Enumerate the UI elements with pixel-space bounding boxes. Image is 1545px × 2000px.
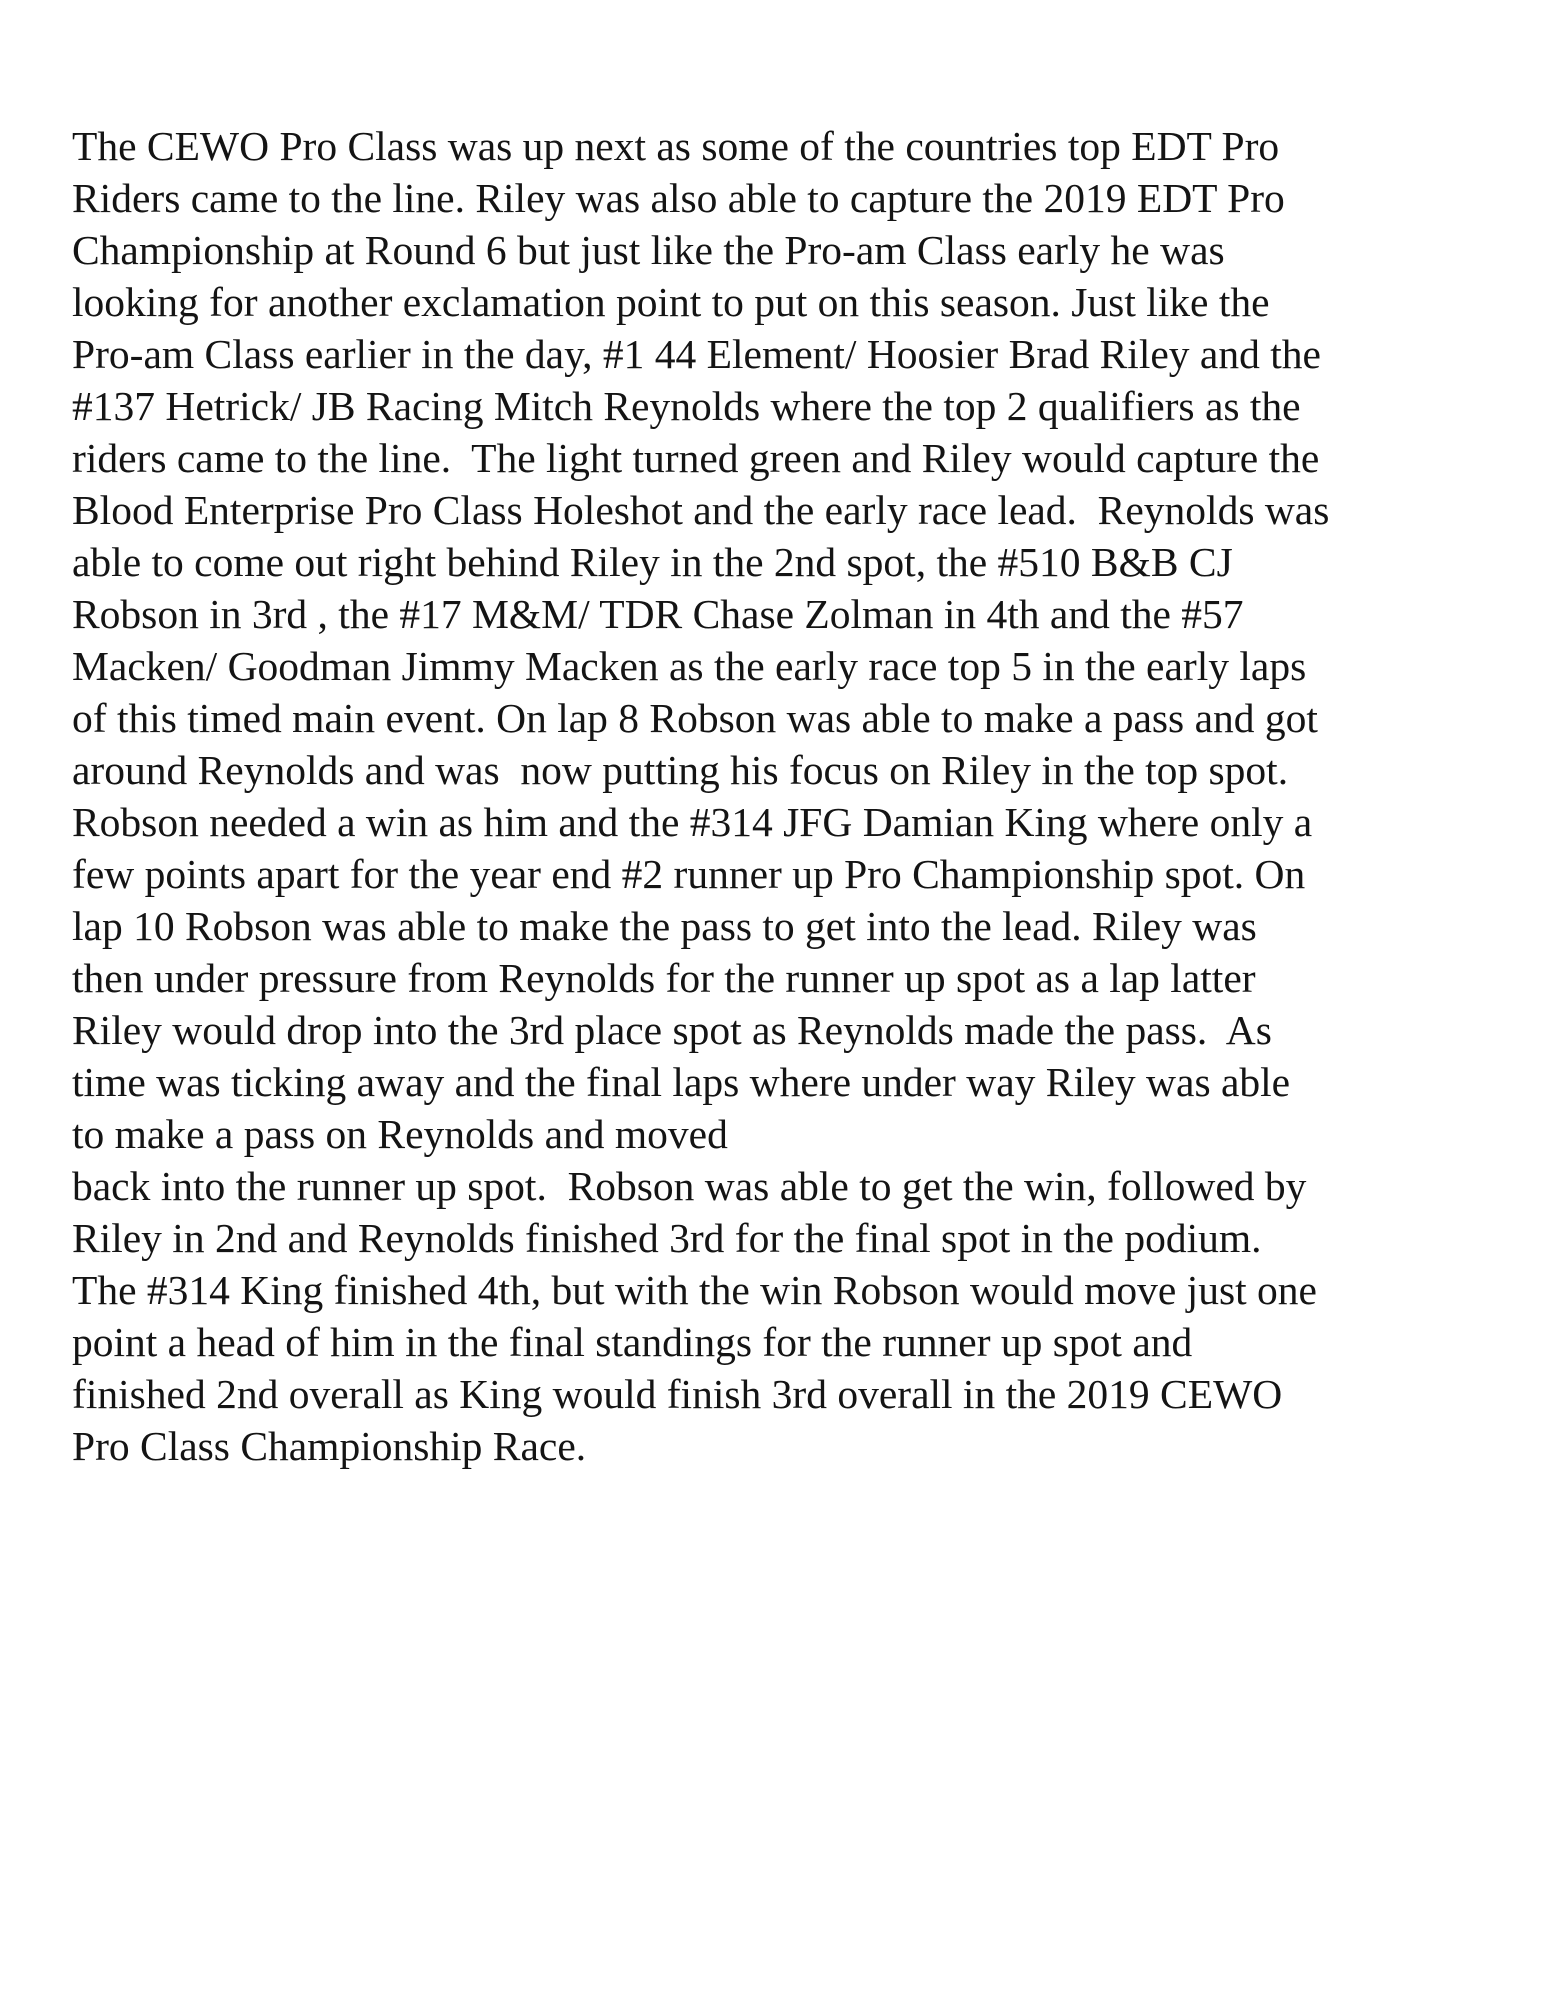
text-line: time was ticking away and the final laps where under way Riley was able [72,1059,1291,1105]
text-line: Robson in 3rd , the #17 M&M/ TDR Chase Zolman in 4th and the #57 [72,591,1244,637]
text-line: Riley in 2nd and Reynolds finished 3rd for the final spot in the podium. [72,1215,1262,1261]
text-line: then under pressure from Reynolds for the runner up spot as a lap latter [72,955,1256,1001]
text-line: finished 2nd overall as King would finish 3rd overall in the 2019 CEWO [72,1371,1283,1417]
article-body [72,120,1492,1472]
text-line: looking for another exclamation point to put on this season. Just like the [72,279,1270,325]
text-line: of this timed main event. On lap 8 Robson was able to make a pass and got [72,695,1318,741]
text-line: few points apart for the year end #2 runner up Pro Championship spot. On [72,851,1306,897]
text-line: The CEWO Pro Class was up next as some of the countries top EDT Pro [72,123,1280,169]
text-line: around Reynolds and was now putting his focus on Riley in the top spot. [72,747,1289,793]
text-line: to make a pass on Reynolds and moved [72,1111,728,1157]
text-line: Riders came to the line. Riley was also able to capture the 2019 EDT Pro [72,175,1285,221]
text-line: The #314 King finished 4th, but with the win Robson would move just one [72,1267,1317,1313]
text-line: Macken/ Goodman Jimmy Macken as the early race top 5 in the early laps [72,643,1307,689]
text-line: Riley would drop into the 3rd place spot as Reynolds made the pass. As [72,1007,1272,1053]
text-line: back into the runner up spot. Robson was able to get the win, followed by [72,1163,1307,1209]
text-line: Blood Enterprise Pro Class Holeshot and the early race lead. Reynolds was [72,487,1330,533]
text-line: Robson needed a win as him and the #314 JFG Damian King where only a [72,799,1313,845]
text-line: point a head of him in the final standings for the runner up spot and [72,1319,1193,1365]
text-line: able to come out right behind Riley in the 2nd spot, the #510 B&B CJ [72,539,1233,585]
text-line: Pro Class Championship Race. [72,1423,587,1469]
text-line: #137 Hetrick/ JB Racing Mitch Reynolds where the top 2 qualifiers as the [72,383,1301,429]
text-line: riders came to the line. The light turned green and Riley would capture the [72,435,1320,481]
text-line: Pro-am Class earlier in the day, #1 44 Element/ Hoosier Brad Riley and the [72,331,1321,377]
text-line: lap 10 Robson was able to make the pass to get into the lead. Riley was [72,903,1257,949]
text-line: Championship at Round 6 but just like the Pro-am Class early he was [72,227,1225,273]
